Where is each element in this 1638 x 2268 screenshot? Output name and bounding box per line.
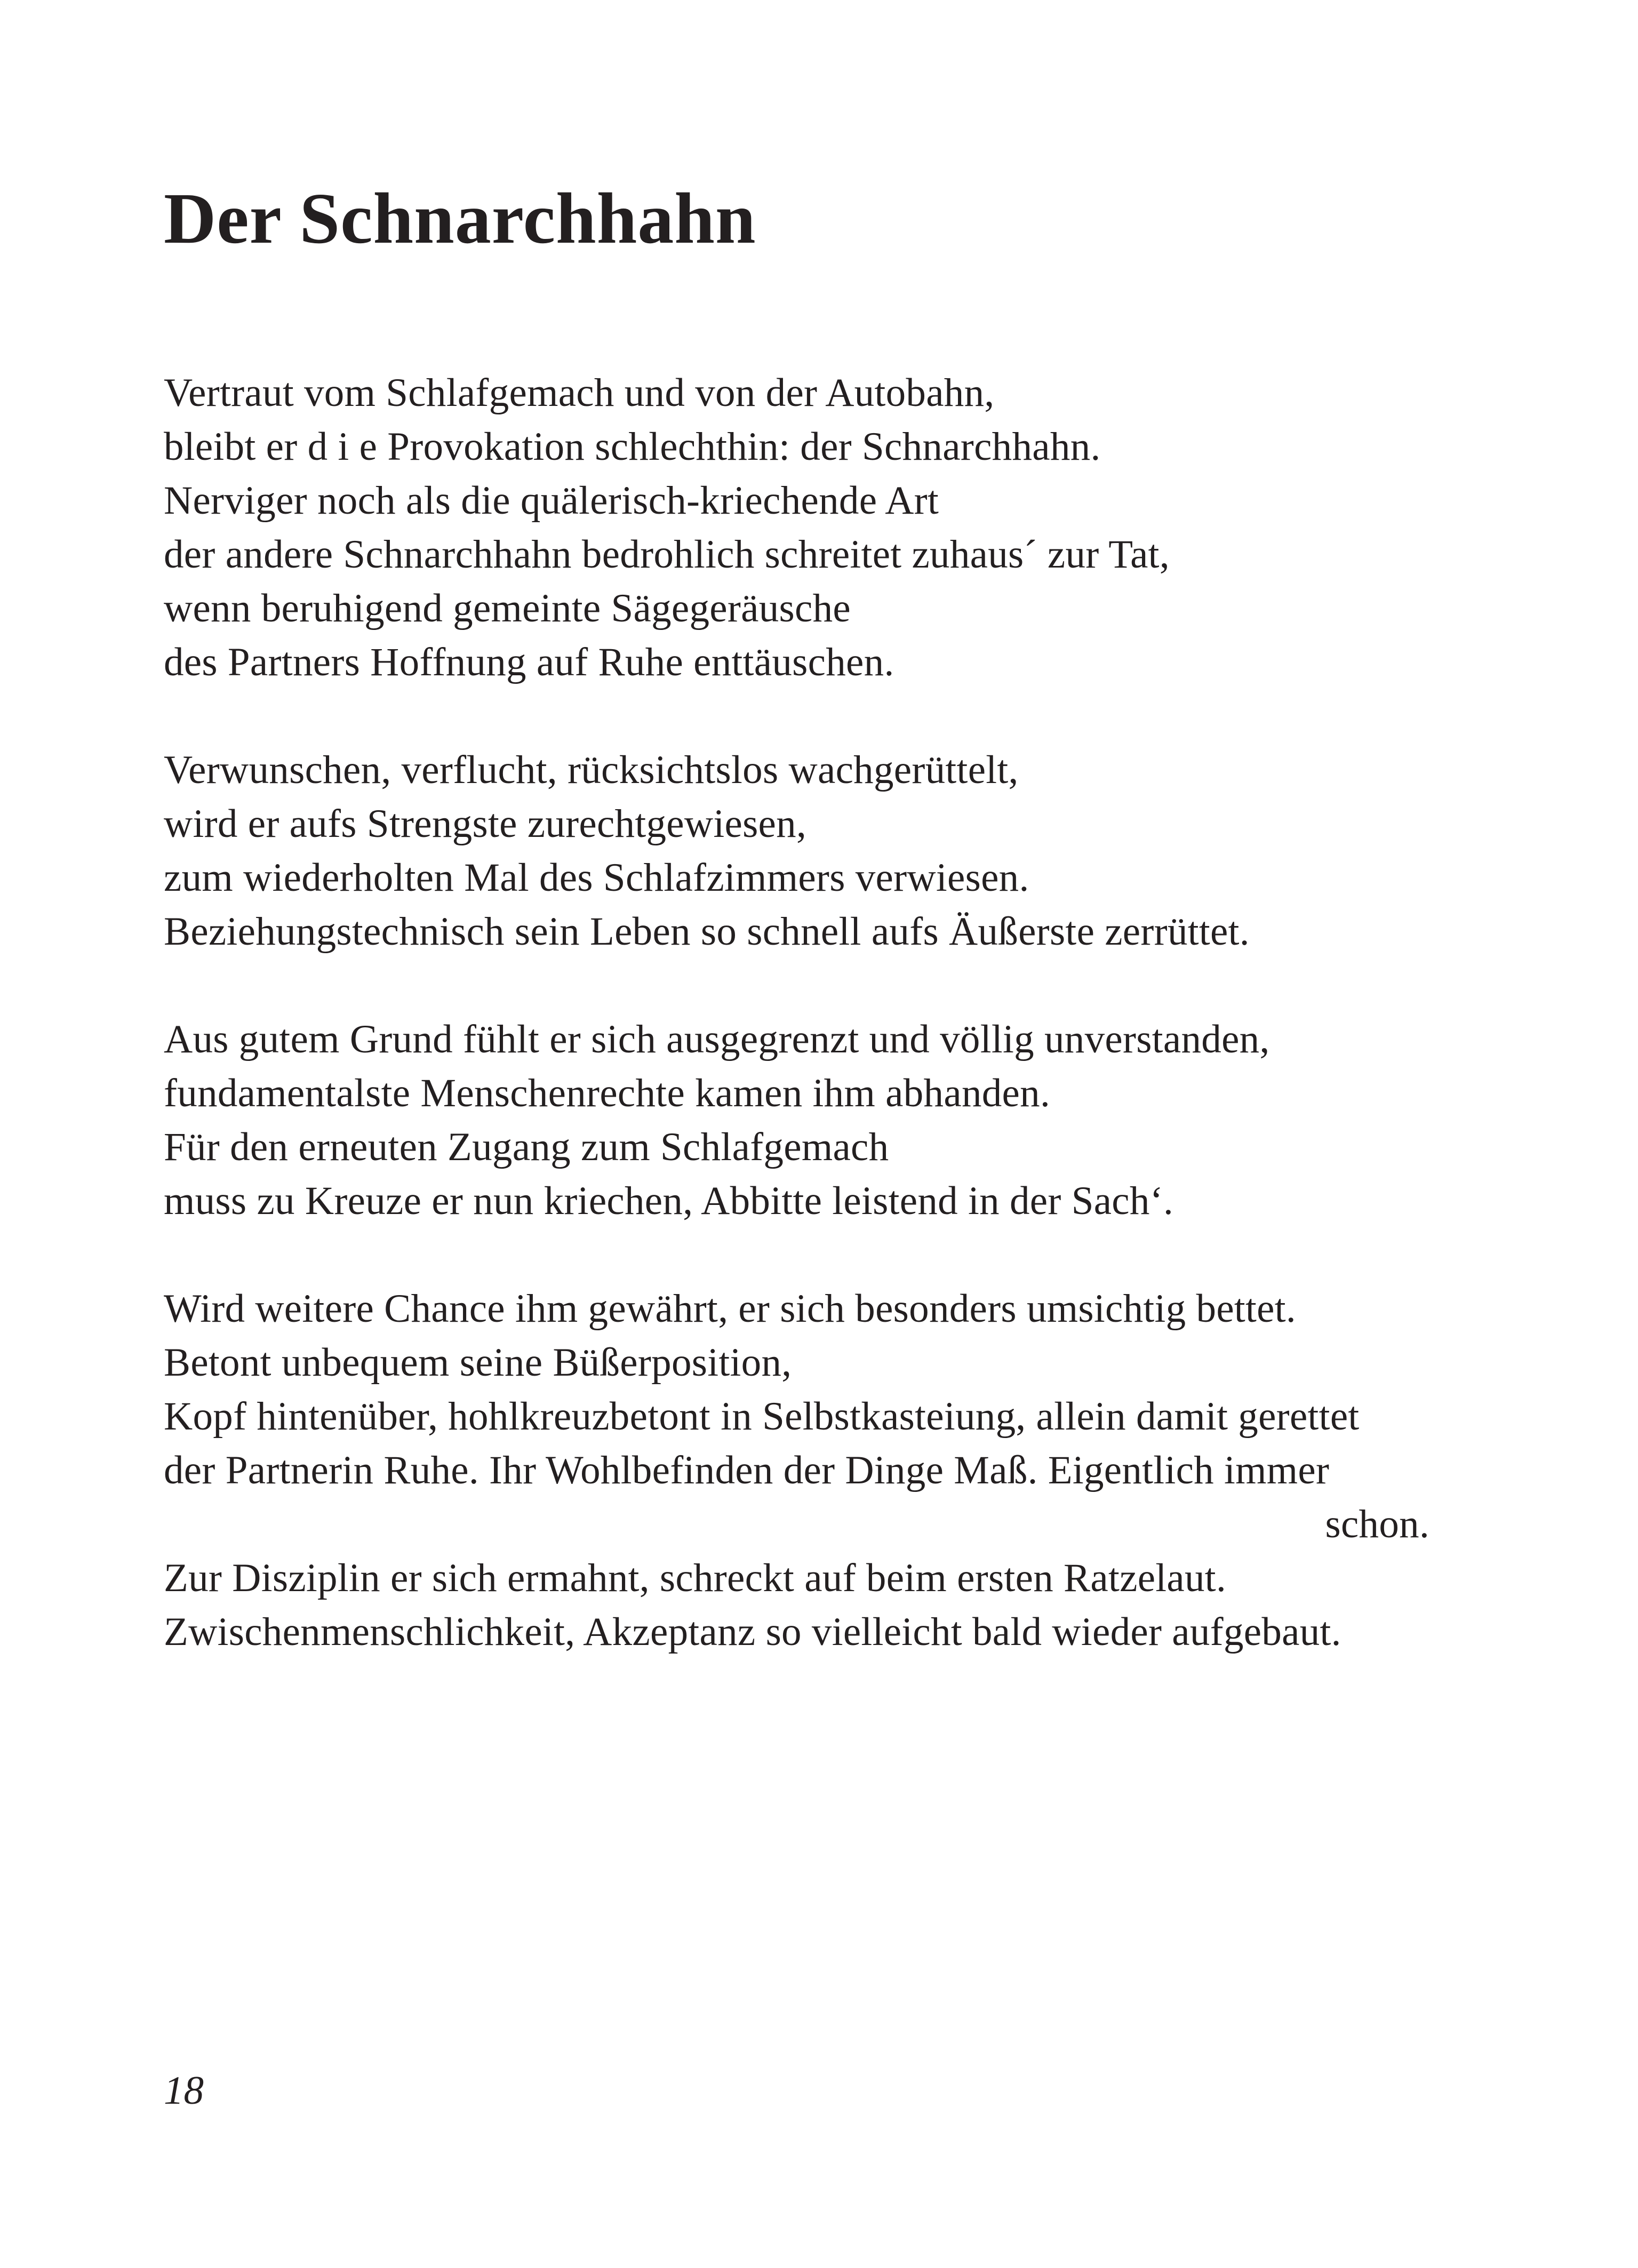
poem-line: Zur Disziplin er sich ermahnt, schreckt auf beim ersten Ratzelaut. — [164, 1556, 1226, 1600]
poem-line: wenn beruhigend gemeinte Sägegeräusche — [164, 586, 851, 630]
stanza-2 — [164, 743, 1444, 959]
poem-line: der Partnerin Ruhe. Ihr Wohlbefinden der Dinge Maß. Eigentlich immer — [164, 1448, 1330, 1492]
poem-line: Aus gutem Grund fühlt er sich ausgegrenzt und völlig unverstanden, — [164, 1017, 1270, 1061]
poem-line: bleibt er d i e Provokation schlechthin: der Schnarchhahn. — [164, 425, 1101, 469]
stanza-4 — [164, 1282, 1444, 1659]
poem-line-overflow: schon. — [1325, 1502, 1429, 1546]
poem-line: des Partners Hoffnung auf Ruhe enttäuschen. — [164, 640, 894, 684]
poem-line: fundamentalste Menschenrechte kamen ihm abhanden. — [164, 1071, 1050, 1115]
stanza-3 — [164, 1012, 1444, 1228]
poem-line: Nerviger noch als die quälerisch-kriechende Art — [164, 478, 939, 523]
poem-line: der andere Schnarchhahn bedrohlich schreitet zuhaus´ zur Tat, — [164, 532, 1170, 577]
poem-line: Vertraut vom Schlafgemach und von der Autobahn, — [164, 371, 995, 415]
poem-line: Betont unbequem seine Büßerposition, — [164, 1340, 792, 1385]
page-number: 18 — [164, 2069, 204, 2113]
poem-line: Für den erneuten Zugang zum Schlafgemach — [164, 1125, 889, 1169]
poem-line: wird er aufs Strengste zurechtgewiesen, — [164, 802, 806, 846]
poem-title: Der Schnarchhahn — [164, 179, 756, 259]
poem-line: Wird weitere Chance ihm gewährt, er sich besonders umsichtig bettet. — [164, 1287, 1296, 1331]
poem-line: Verwunschen, verflucht, rücksichtslos wachgerüttelt, — [164, 748, 1019, 792]
poem-line: Kopf hintenüber, hohlkreuzbetont in Selbstkasteiung, allein damit gerettet — [164, 1394, 1360, 1439]
poem-line: zum wiederholten Mal des Schlafzimmers verwiesen. — [164, 856, 1029, 900]
poem-line: Zwischenmenschlichkeit, Akzeptanz so vielleicht bald wieder aufgebaut. — [164, 1610, 1341, 1654]
poem-line: Beziehungstechnisch sein Leben so schnell aufs Äußerste zerrüttet. — [164, 909, 1250, 954]
stanza-1 — [164, 366, 1444, 689]
poem-body — [164, 366, 1444, 1713]
poem-line: muss zu Kreuze er nun kriechen, Abbitte leistend in der Sach‘. — [164, 1179, 1174, 1223]
